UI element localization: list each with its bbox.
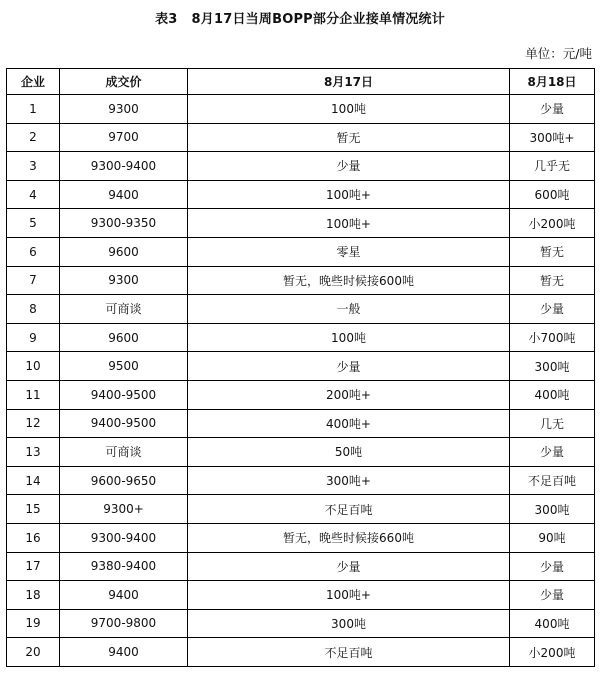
table-title-text: 8月17日当周BOPP部分企业接单情况统计	[191, 12, 445, 27]
table-row	[7, 295, 595, 324]
aug18-cell: 600吨	[510, 180, 595, 209]
aug18-cell: 小200吨	[510, 638, 595, 667]
price-cell: 9400	[60, 638, 188, 667]
price-cell: 9700-9800	[60, 609, 188, 638]
price-cell: 9300	[60, 266, 188, 295]
company-cell: 6	[7, 237, 60, 266]
company-cell: 20	[7, 638, 60, 667]
aug18-cell: 暂无	[510, 237, 595, 266]
aug17-cell: 暂无，晚些时候接600吨	[188, 266, 510, 295]
aug17-cell: 300吨	[188, 609, 510, 638]
table-row	[7, 638, 595, 667]
table-row	[7, 438, 595, 467]
price-cell: 9400	[60, 581, 188, 610]
header-price: 成交价	[60, 69, 188, 95]
company-cell: 5	[7, 209, 60, 238]
table-row	[7, 237, 595, 266]
company-cell: 17	[7, 552, 60, 581]
table-row	[7, 152, 595, 181]
aug18-cell: 300吨+	[510, 123, 595, 152]
company-cell: 10	[7, 352, 60, 381]
table-row	[7, 180, 595, 209]
aug18-cell: 400吨	[510, 380, 595, 409]
header-company: 企业	[7, 69, 60, 95]
company-cell: 1	[7, 95, 60, 124]
company-cell: 19	[7, 609, 60, 638]
price-cell: 可商谈	[60, 295, 188, 324]
aug17-cell: 100吨+	[188, 581, 510, 610]
aug18-cell: 少量	[510, 95, 595, 124]
aug18-cell: 少量	[510, 438, 595, 467]
company-cell: 9	[7, 323, 60, 352]
price-cell: 9300	[60, 95, 188, 124]
order-statistics-table	[6, 68, 595, 667]
table-row	[7, 352, 595, 381]
company-cell: 4	[7, 180, 60, 209]
table-row	[7, 466, 595, 495]
price-cell: 9300-9400	[60, 523, 188, 552]
price-cell: 9300-9350	[60, 209, 188, 238]
aug18-cell: 少量	[510, 295, 595, 324]
company-cell: 3	[7, 152, 60, 181]
company-cell: 7	[7, 266, 60, 295]
table-row	[7, 123, 595, 152]
aug17-cell: 100吨	[188, 95, 510, 124]
aug18-cell: 少量	[510, 552, 595, 581]
table-row	[7, 495, 595, 524]
price-cell: 9500	[60, 352, 188, 381]
company-cell: 12	[7, 409, 60, 438]
aug17-cell: 暂无	[188, 123, 510, 152]
aug17-cell: 200吨+	[188, 380, 510, 409]
price-cell: 可商谈	[60, 438, 188, 467]
price-cell: 9600	[60, 237, 188, 266]
aug17-cell: 不足百吨	[188, 495, 510, 524]
table-row	[7, 609, 595, 638]
aug17-cell: 100吨	[188, 323, 510, 352]
aug17-cell: 400吨+	[188, 409, 510, 438]
aug17-cell: 300吨+	[188, 466, 510, 495]
price-cell: 9600-9650	[60, 466, 188, 495]
aug18-cell: 几无	[510, 409, 595, 438]
price-cell: 9600	[60, 323, 188, 352]
aug17-cell: 少量	[188, 352, 510, 381]
company-cell: 11	[7, 380, 60, 409]
table-header-row	[7, 69, 595, 95]
aug17-cell: 一般	[188, 295, 510, 324]
aug18-cell: 暂无	[510, 266, 595, 295]
table-row	[7, 523, 595, 552]
aug18-cell: 小700吨	[510, 323, 595, 352]
header-aug17: 8月17日	[188, 69, 510, 95]
unit-note: 单位：元/吨	[525, 46, 592, 61]
aug17-cell: 50吨	[188, 438, 510, 467]
aug17-cell: 不足百吨	[188, 638, 510, 667]
aug17-cell: 零星	[188, 237, 510, 266]
aug17-cell: 100吨+	[188, 209, 510, 238]
aug18-cell: 400吨	[510, 609, 595, 638]
aug18-cell: 几乎无	[510, 152, 595, 181]
aug18-cell: 少量	[510, 581, 595, 610]
company-cell: 15	[7, 495, 60, 524]
table-body	[7, 95, 595, 667]
aug17-cell: 少量	[188, 552, 510, 581]
aug18-cell: 不足百吨	[510, 466, 595, 495]
table-number: 表3	[155, 12, 178, 27]
company-cell: 14	[7, 466, 60, 495]
aug18-cell: 小200吨	[510, 209, 595, 238]
company-cell: 18	[7, 581, 60, 610]
price-cell: 9700	[60, 123, 188, 152]
price-cell: 9300-9400	[60, 152, 188, 181]
company-cell: 13	[7, 438, 60, 467]
price-cell: 9380-9400	[60, 552, 188, 581]
aug17-cell: 100吨+	[188, 180, 510, 209]
table-row	[7, 409, 595, 438]
table-row	[7, 552, 595, 581]
table-row	[7, 380, 595, 409]
aug18-cell: 90吨	[510, 523, 595, 552]
company-cell: 8	[7, 295, 60, 324]
table-row	[7, 266, 595, 295]
table-row	[7, 209, 595, 238]
table-row	[7, 95, 595, 124]
price-cell: 9400-9500	[60, 380, 188, 409]
company-cell: 16	[7, 523, 60, 552]
table-title	[0, 8, 600, 27]
price-cell: 9400-9500	[60, 409, 188, 438]
aug17-cell: 暂无，晚些时候接660吨	[188, 523, 510, 552]
header-aug18: 8月18日	[510, 69, 595, 95]
aug18-cell: 300吨	[510, 495, 595, 524]
price-cell: 9400	[60, 180, 188, 209]
company-cell: 2	[7, 123, 60, 152]
table-row	[7, 323, 595, 352]
aug17-cell: 少量	[188, 152, 510, 181]
price-cell: 9300+	[60, 495, 188, 524]
table-row	[7, 581, 595, 610]
aug18-cell: 300吨	[510, 352, 595, 381]
